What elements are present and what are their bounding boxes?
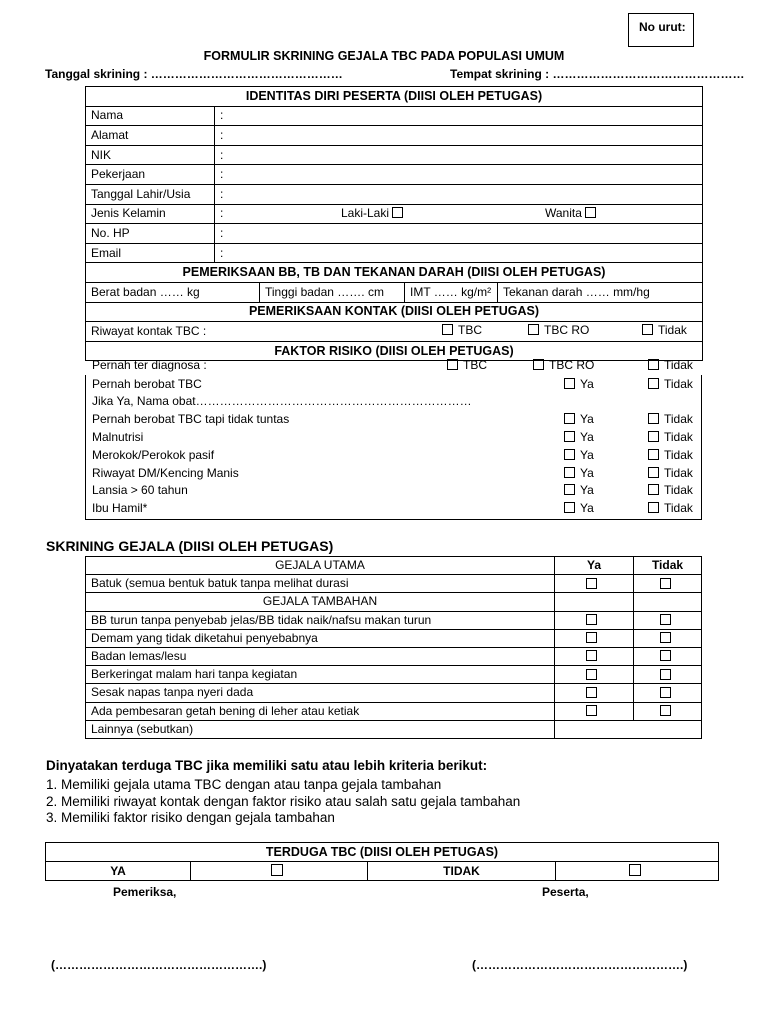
kontak-heading: PEMERIKSAAN KONTAK (DIISI OLEH PETUGAS) xyxy=(86,302,703,322)
table-row xyxy=(86,243,703,263)
risk-tidak-label: Tidak xyxy=(664,377,693,391)
risk-ya-option[interactable] xyxy=(564,375,594,393)
kriteria-item: 1. Memiliki gejala utama TBC dengan atau tanpa gejala tambahan xyxy=(46,777,442,792)
risk-tidak-label: Tidak xyxy=(664,448,693,462)
col-ya-header: Ya xyxy=(555,557,634,575)
colon: : xyxy=(220,167,224,182)
laki-laki-option[interactable] xyxy=(341,206,408,221)
field-label-no-hp: No. HP xyxy=(86,224,215,244)
table-row xyxy=(86,611,702,629)
gejala-ya-cell[interactable] xyxy=(555,629,634,647)
risk-ya-label: Ya xyxy=(580,448,594,462)
empty-cell xyxy=(555,593,634,611)
risk-tidak-checkbox[interactable] xyxy=(648,502,659,513)
risk-tidak-label: Tidak xyxy=(664,430,693,444)
gejala-table xyxy=(85,556,702,739)
peserta-signature-line[interactable]: (…………………………………………….) xyxy=(472,958,688,972)
gejala-tidak-checkbox[interactable] xyxy=(660,705,671,716)
kriteria-item: 2. Memiliki riwayat kontak dengan faktor risiko atau salah satu gejala tambahan xyxy=(46,794,521,809)
jika-ya-row[interactable] xyxy=(92,392,701,410)
risk-ya-label: Ya xyxy=(580,430,594,444)
table-row xyxy=(86,204,703,224)
diagnosa-row xyxy=(92,356,701,374)
risk-ya-option[interactable] xyxy=(564,499,594,517)
risk-ya-checkbox[interactable] xyxy=(564,378,575,389)
kontak-tbc-label: TBC xyxy=(458,323,482,338)
risk-tidak-checkbox[interactable] xyxy=(648,378,659,389)
risk-ya-checkbox[interactable] xyxy=(564,502,575,513)
colon: : xyxy=(220,108,224,123)
lainnya-label: Lainnya (sebutkan) xyxy=(86,720,555,738)
field-input-email[interactable] xyxy=(215,243,703,263)
gejala-tidak-checkbox[interactable] xyxy=(660,650,671,661)
field-input-tanggal-lahir[interactable] xyxy=(215,184,703,204)
table-row xyxy=(86,684,702,702)
form-title: FORMULIR SKRINING GEJALA TBC PADA POPULASI UMUM xyxy=(203,49,565,63)
gejala-ya-cell[interactable] xyxy=(555,666,634,684)
diagnosa-label: Pernah ter diagnosa : xyxy=(92,358,207,372)
table-row xyxy=(86,666,702,684)
diagnosa-tbc-checkbox[interactable] xyxy=(447,359,458,370)
risk-item xyxy=(92,464,701,482)
gejala-ya-checkbox[interactable] xyxy=(586,614,597,625)
diagnosa-tidak-checkbox[interactable] xyxy=(648,359,659,370)
risk-item-label: Ibu Hamil* xyxy=(92,501,148,515)
gejala-tidak-checkbox[interactable] xyxy=(660,632,671,643)
riwayat-kontak-row xyxy=(86,322,703,342)
risk-item-label: Lansia > 60 tahun xyxy=(92,483,188,497)
field-label-jenis-kelamin: Jenis Kelamin xyxy=(86,204,215,224)
risk-tidak-checkbox[interactable] xyxy=(648,484,659,495)
colon: : xyxy=(220,147,224,162)
risk-ya-label: Ya xyxy=(580,412,594,426)
risk-item-label: Pernah berobat TBC xyxy=(92,377,202,391)
table-row xyxy=(86,647,702,665)
colon: : xyxy=(220,186,224,201)
risk-tidak-option[interactable] xyxy=(648,464,693,482)
gejala-ya-checkbox[interactable] xyxy=(586,669,597,680)
table-row xyxy=(86,106,703,126)
terduga-heading: TERDUGA TBC (DIISI OLEH PETUGAS) xyxy=(46,843,719,862)
identitas-table xyxy=(85,86,703,361)
risk-ya-label: Ya xyxy=(580,466,594,480)
table-row xyxy=(86,702,702,720)
colon: : xyxy=(220,245,224,260)
diagnosa-tbcro-label: TBC RO xyxy=(549,358,595,372)
risk-tidak-option[interactable] xyxy=(648,410,693,428)
kontak-tbc-option[interactable] xyxy=(442,323,482,338)
table-row xyxy=(86,322,703,342)
gejala-tidak-cell[interactable] xyxy=(634,684,702,702)
colon: : xyxy=(220,225,224,240)
table-row xyxy=(86,224,703,244)
gejala-tidak-cell[interactable] xyxy=(634,611,702,629)
field-label-nama: Nama xyxy=(86,106,215,126)
faktor-risiko-block xyxy=(85,358,702,520)
table-row xyxy=(86,720,702,738)
pemeriksaan-bb-heading: PEMERIKSAAN BB, TB DAN TEKANAN DARAH (DIISI OLEH PETUGAS) xyxy=(86,263,703,283)
diagnosa-tbcro-option[interactable] xyxy=(533,356,594,374)
table-row xyxy=(86,126,703,146)
gejala-ya-cell[interactable] xyxy=(555,702,634,720)
terduga-tidak-checkbox[interactable] xyxy=(629,864,641,876)
gejala-ya-checkbox[interactable] xyxy=(586,632,597,643)
tinggi-badan-field[interactable]: Tinggi badan ……. cm xyxy=(260,282,405,302)
gejala-ya-checkbox[interactable] xyxy=(586,578,597,589)
gejala-ya-checkbox[interactable] xyxy=(586,687,597,698)
kontak-tidak-checkbox[interactable] xyxy=(642,324,653,335)
kontak-tbcro-option[interactable] xyxy=(528,323,589,338)
lainnya-input[interactable] xyxy=(555,720,702,738)
kriteria-item: 3. Memiliki faktor risiko dengan gejala tambahan xyxy=(46,810,335,825)
tempat-skrining-field[interactable]: Tempat skrining : ………………………………………… xyxy=(450,67,745,81)
risk-ya-checkbox[interactable] xyxy=(564,431,575,442)
field-input-alamat[interactable] xyxy=(215,126,703,146)
risk-item xyxy=(92,481,701,499)
kontak-tidak-label: Tidak xyxy=(658,323,687,338)
empty-cell xyxy=(634,593,702,611)
risk-tidak-option[interactable] xyxy=(648,481,693,499)
risk-tidak-label: Tidak xyxy=(664,483,693,497)
kriteria-heading: Dinyatakan terduga TBC jika memiliki satu atau lebih kriteria berikut: xyxy=(46,758,488,773)
field-label-alamat: Alamat xyxy=(86,126,215,146)
laki-laki-checkbox[interactable] xyxy=(392,207,403,218)
gejala-ya-checkbox[interactable] xyxy=(586,650,597,661)
gejala-tidak-cell[interactable] xyxy=(634,666,702,684)
table-row xyxy=(86,184,703,204)
table-row xyxy=(86,575,702,593)
risk-tidak-option[interactable] xyxy=(648,375,693,393)
tekanan-darah-field[interactable]: Tekanan darah …… mm/hg xyxy=(498,282,703,302)
table-row xyxy=(86,629,702,647)
gejala-utama-header: GEJALA UTAMA xyxy=(86,557,555,575)
diagnosa-tbcro-checkbox[interactable] xyxy=(533,359,544,370)
laki-laki-label: Laki-Laki xyxy=(341,205,390,220)
colon: : xyxy=(220,206,224,221)
skrining-gejala-title: SKRINING GEJALA (DIISI OLEH PETUGAS) xyxy=(46,538,334,554)
berat-badan-field[interactable]: Berat badan …… kg xyxy=(86,282,260,302)
field-label-tanggal-lahir: Tanggal Lahir/Usia xyxy=(86,184,215,204)
risk-tidak-option[interactable] xyxy=(648,499,693,517)
risk-tidak-checkbox[interactable] xyxy=(648,467,659,478)
gejala-tidak-cell[interactable] xyxy=(634,629,702,647)
gejala-label: Demam yang tidak diketahui penyebabnya xyxy=(86,629,555,647)
kontak-tbcro-label: TBC RO xyxy=(544,323,590,338)
risk-tidak-option[interactable] xyxy=(648,428,693,446)
identitas-heading: IDENTITAS DIRI PESERTA (DIISI OLEH PETUGAS) xyxy=(86,87,703,107)
risk-item xyxy=(92,428,701,446)
gejala-tidak-checkbox[interactable] xyxy=(660,687,671,698)
risk-item xyxy=(92,499,701,517)
risk-ya-option[interactable] xyxy=(564,446,594,464)
colon: : xyxy=(220,127,224,142)
gejala-ya-cell[interactable] xyxy=(555,575,634,593)
risk-tidak-checkbox[interactable] xyxy=(648,431,659,442)
risk-item-label: Pernah berobat TBC tapi tidak tuntas xyxy=(92,412,290,426)
pemeriksa-label: Pemeriksa, xyxy=(113,885,177,899)
terduga-tidak-cell[interactable] xyxy=(556,862,719,881)
risk-tidak-checkbox[interactable] xyxy=(648,413,659,424)
wanita-option[interactable] xyxy=(545,206,601,221)
terduga-ya-checkbox[interactable] xyxy=(271,864,283,876)
table-row xyxy=(46,862,719,881)
field-input-nik[interactable] xyxy=(215,145,703,165)
gejala-tidak-cell[interactable] xyxy=(634,702,702,720)
risk-ya-label: Ya xyxy=(580,501,594,515)
risk-ya-checkbox[interactable] xyxy=(564,484,575,495)
risk-ya-label: Ya xyxy=(580,483,594,497)
col-tidak-header: Tidak xyxy=(634,557,702,575)
risk-tidak-label: Tidak xyxy=(664,466,693,480)
table-row xyxy=(86,282,703,302)
gejala-ya-checkbox[interactable] xyxy=(586,705,597,716)
wanita-checkbox[interactable] xyxy=(585,207,596,218)
risk-ya-checkbox[interactable] xyxy=(564,413,575,424)
terduga-tidak-label: TIDAK xyxy=(368,862,556,881)
gejala-tambahan-header: GEJALA TAMBAHAN xyxy=(86,593,555,611)
jika-ya-nama-obat-field[interactable]: Jika Ya, Nama obat…………………………………………………………… xyxy=(92,394,472,408)
field-input-no-hp[interactable] xyxy=(215,224,703,244)
gejala-tidak-cell[interactable] xyxy=(634,575,702,593)
diagnosa-tbc-option[interactable] xyxy=(447,356,487,374)
kontak-tbc-checkbox[interactable] xyxy=(442,324,453,335)
diagnosa-tidak-option[interactable] xyxy=(648,356,693,374)
diagnosa-tidak-label: Tidak xyxy=(664,358,693,372)
risk-item-label: Malnutrisi xyxy=(92,430,144,444)
imt-field[interactable]: IMT …… kg/m² xyxy=(405,282,498,302)
terduga-table xyxy=(45,842,719,881)
gejala-label: Berkeringat malam hari tanpa kegiatan xyxy=(86,666,555,684)
gejala-ya-cell[interactable] xyxy=(555,684,634,702)
faktor-risiko-heading: FAKTOR RISIKO (DIISI OLEH PETUGAS) xyxy=(86,341,703,361)
pemeriksa-signature-line[interactable]: (…………………………………………….) xyxy=(51,958,267,972)
table-row xyxy=(86,165,703,185)
risk-item xyxy=(92,410,701,428)
kontak-tbcro-checkbox[interactable] xyxy=(528,324,539,335)
risk-item xyxy=(92,446,701,464)
gejala-ya-cell[interactable] xyxy=(555,611,634,629)
risk-ya-option[interactable] xyxy=(564,481,594,499)
riwayat-kontak-label: Riwayat kontak TBC : xyxy=(91,323,207,338)
peserta-label: Peserta, xyxy=(542,885,589,899)
kontak-tidak-option[interactable] xyxy=(642,323,687,338)
diagnosa-tbc-label: TBC xyxy=(463,358,487,372)
risk-tidak-label: Tidak xyxy=(664,501,693,515)
gejala-tidak-cell[interactable] xyxy=(634,647,702,665)
risk-item-berobat xyxy=(92,375,701,393)
risk-ya-option[interactable] xyxy=(564,410,594,428)
gejala-label: Sesak napas tanpa nyeri dada xyxy=(86,684,555,702)
risk-item-label: Merokok/Perokok pasif xyxy=(92,448,215,462)
gejala-label: Badan lemas/lesu xyxy=(86,647,555,665)
field-input-jenis-kelamin xyxy=(215,204,703,224)
gejala-label: BB turun tanpa penyebab jelas/BB tidak naik/nafsu makan turun xyxy=(86,611,555,629)
gejala-tidak-checkbox[interactable] xyxy=(660,669,671,680)
risk-tidak-option[interactable] xyxy=(648,446,693,464)
field-label-nik: NIK xyxy=(86,145,215,165)
terduga-ya-cell[interactable] xyxy=(191,862,368,881)
field-label-pekerjaan: Pekerjaan xyxy=(86,165,215,185)
risk-ya-checkbox[interactable] xyxy=(564,467,575,478)
no-urut-box[interactable]: No urut: xyxy=(628,13,694,47)
risk-ya-option[interactable] xyxy=(564,428,594,446)
field-input-nama[interactable] xyxy=(215,106,703,126)
tanggal-skrining-field[interactable]: Tanggal skrining : ………………………………………… xyxy=(45,67,343,81)
risk-tidak-label: Tidak xyxy=(664,412,693,426)
terduga-ya-label: YA xyxy=(46,862,191,881)
risk-ya-option[interactable] xyxy=(564,464,594,482)
field-input-pekerjaan[interactable] xyxy=(215,165,703,185)
risk-ya-label: Ya xyxy=(580,377,594,391)
risk-ya-checkbox[interactable] xyxy=(564,449,575,460)
gejala-label: Batuk (semua bentuk batuk tanpa melihat durasi xyxy=(86,575,555,593)
gejala-ya-cell[interactable] xyxy=(555,647,634,665)
gejala-label: Ada pembesaran getah bening di leher atau ketiak xyxy=(86,702,555,720)
wanita-label: Wanita xyxy=(545,205,582,220)
table-row xyxy=(86,145,703,165)
risk-tidak-checkbox[interactable] xyxy=(648,449,659,460)
risk-item-label: Riwayat DM/Kencing Manis xyxy=(92,466,239,480)
gejala-tidak-checkbox[interactable] xyxy=(660,614,671,625)
gejala-tidak-checkbox[interactable] xyxy=(660,578,671,589)
field-label-email: Email xyxy=(86,243,215,263)
